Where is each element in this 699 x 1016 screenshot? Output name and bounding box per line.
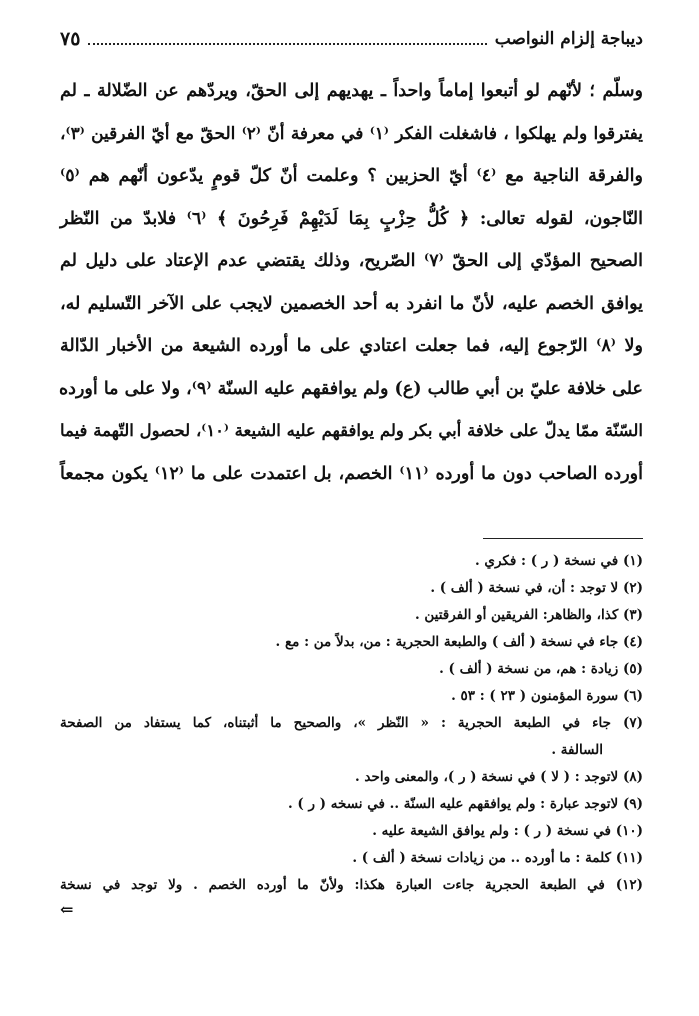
footnote: (٨) لاتوجد : ( لا ) في نسخة ( ر )، والمعنى واحد . xyxy=(354,769,643,785)
book-page xyxy=(60,0,643,1016)
text-line: أورده الصاحب دون ما أورده ⁽١١⁾ الخصم، بل اعتمدت على ما ⁽١٢⁾ يكون مجمعاً xyxy=(60,463,643,484)
footnotes xyxy=(60,548,643,921)
text-line: الصحيح المؤدّي إلى الحقّ ⁽٧⁾ الصّريح، وذلك يقتضي عدم الإعتاد على دليل لم xyxy=(60,251,643,271)
text-line: والفرقة الناجية مع ⁽٤⁾ أيّ الحزبين ؟ وعلمت أنّ كلّ قومٍ يدّعون أنّهم هم ⁽٥⁾ xyxy=(60,166,643,186)
footnote: (١) في نسخة ( ر ) : فكري . xyxy=(474,553,643,569)
footnote: (٣) كذا، والظاهر: الفريقين أو الفرقتين . xyxy=(414,607,643,623)
text-line: النّاجون، لقوله تعالى: ﴿ كُلُّ حِزْبٍ بِمَا لَدَيْهِمْ فَرِحُونَ ﴾ ⁽٦⁾ فلابدّ من النّظر xyxy=(60,208,643,229)
footnote-continuation: السالفة . xyxy=(551,742,603,758)
header-dot-leader xyxy=(88,43,486,45)
text-line: وسلّم ؛ لأنّهم لو أتبعوا إماماً واحداً ـ يهديهم إلى الحقّ، ويردّهم عن الضّلالة ـ لم xyxy=(60,81,643,101)
footnote: (٢) لا توجد : أن، في نسخة ( ألف ) . xyxy=(430,580,643,596)
text-line: يوافق الخصم عليه، لأنّ ما انفرد به أحد الخصمين لايجب على الآخر التّسليم له، xyxy=(60,293,643,314)
page-number: ٧٥ xyxy=(60,28,81,50)
footnote: (٦) سورة المؤمنون ( ٢٣ ) : ٥٣ . xyxy=(451,688,643,704)
footnote: (١٠) في نسخة ( ر ) : ولم يوافق الشيعة عليه . xyxy=(372,823,643,839)
footnote: (١٢) في الطبعة الحجرية جاءت العبارة هكذا: ولأنّ ما أورده الخصم . ولا توجد في نسخة xyxy=(60,877,643,893)
footnote: (٧) جاء في الطبعة الحجرية : « النّظر »، والصحيح ما أثبتناه، كما يستفاد من الصفحة xyxy=(60,715,643,731)
main-text xyxy=(60,70,643,495)
text-line: السّنّة ممّا يدلّ على خلافة أبي بكر ولم يوافقهم عليه الشيعة ⁽١٠⁾، لحصول التّهمة فيما xyxy=(60,421,643,440)
text-line: يفترقوا ولم يهلكوا ، فاشغلت الفكر ⁽١⁾ في معرفة أنّ ⁽٢⁾ الحقّ مع أيّ الفرقين ⁽٣⁾، xyxy=(60,123,643,144)
header-title: ديباجة إلزام النواصب xyxy=(494,29,643,49)
footnote: (١١) كلمة : ما أورده .. من زيادات نسخة ( ألف ) . xyxy=(352,850,643,866)
running-header xyxy=(60,24,643,54)
footnote-separator xyxy=(483,538,643,539)
text-line: على خلافة عليّ بن أبي طالب (ع) ولم يوافقهم عليه السنّة ⁽٩⁾، ولا على ما أورده xyxy=(59,378,643,399)
footnote: (٥) زيادة : هم، من نسخة ( ألف ) . xyxy=(439,661,643,677)
footnote: (٩) لاتوجد عبارة : ولم يوافقهم عليه السنّة .. في نسخه ( ر ) . xyxy=(287,796,643,812)
footnote: (٤) جاء في نسخة ( ألف ) والطبعة الحجرية : من، بدلاً من : مع . xyxy=(275,634,643,650)
text-line: ولا ⁽٨⁾ الرّجوع إليه، فما جعلت اعتادي على ما أورده الشيعة من الأخبار الدّالة xyxy=(60,336,643,356)
continuation-arrow-icon: ⇐ xyxy=(60,900,74,919)
